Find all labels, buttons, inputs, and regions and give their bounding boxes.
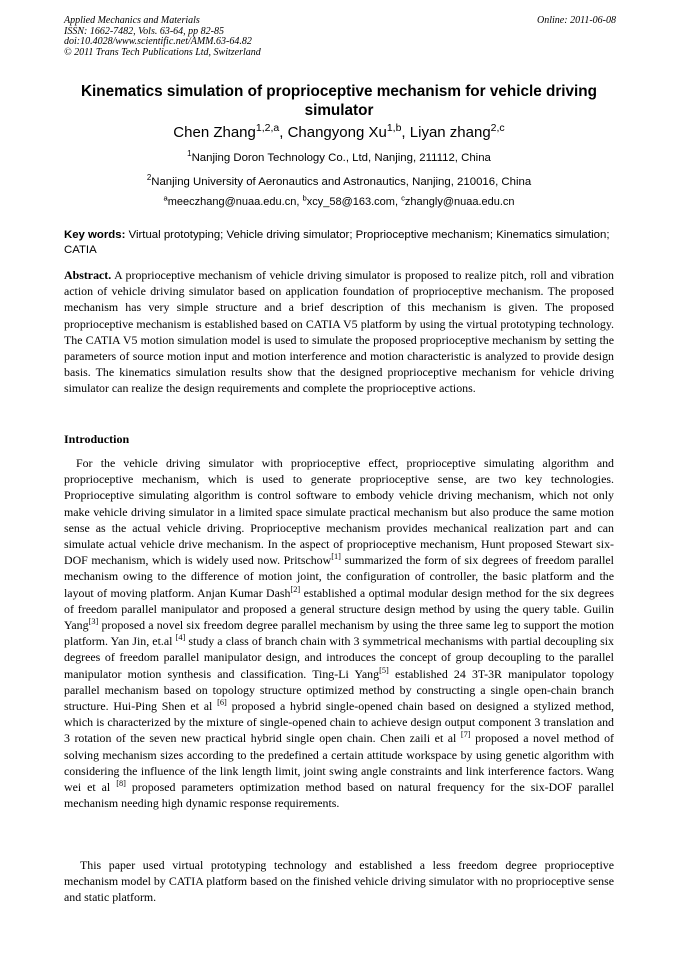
abstract-text: A proprioceptive mechanism of vehicle driving simulator is proposed to realize pitch, roll and vibration action of vehicle driving simulator based on application foundation of proprioceptive mechanism. The proposed mechanism has very simple structure and a brief description of this mechanism is given. The proposed proprioceptive mechanism is established based on CATIA V5 platform by using the virtual prototyping technology. The CATIA V5 motion simulation model is used to simulate the proposed proprioceptive mechanism by setting the parameters of source motion input and motion interference and motion characteristic is analyzed to provide design basis. The kinematics simulation results show that the designed proprioceptive mechanism for vehicle driving simulator can realize the design requirements and complete the proprioceptive actions. [64,268,614,396]
journal-doi: doi:10.4028/www.scientific.net/AMM.63-64.82 [64,36,252,47]
online-date: Online: 2011-06-08 [537,15,616,26]
keywords-text: Virtual prototyping; Vehicle driving simulator; Proprioceptive mechanism; Kinematics simulation; CATIA [64,229,610,256]
citation: [2] [290,584,301,594]
journal-copyright: © 2011 Trans Tech Publications Ltd, Switzerland [64,46,261,58]
affiliation-sup: 2 [146,173,152,183]
intro-paragraph-2: This paper used virtual prototyping technology and established a less freedom degree proprioceptive mechanism model by CATIA platform based on the finished vehicle driving simulator with no proprioceptive sense and static platform. [64,858,614,905]
text-run: proposed a hybrid single-opened chain based on designed a stylized method, which is characterized by the mixture of single-opened chain to achieve design output component 3 translation and 3 rotation of the seven new practical hybrid single open chain. Chen zaili et al [64,699,614,746]
citation: [3] [88,617,99,627]
affiliation-text: Nanjing Doron Technology Co., Ltd, Nanjing, 211112, China [191,152,491,164]
abstract-label: Abstract. [64,268,112,282]
email-text: xcy_58@163.com [306,196,395,208]
email-sup: a [163,193,168,203]
journal-issn: ISSN: 1662-7482, Vols. 63-64, pp 82-85 [64,25,224,37]
text-run: proposed parameters optimization method based on natural frequency for the six-DOF parallel mechanism needing high dynamic response requirements. [64,780,614,811]
text-run: For the vehicle driving simulator with proprioceptive effect, proprioceptive simulating algorithm and proprioceptive mechanism, which is used to generate proprioceptive sense, are two key technologies. Proprioceptive simulating algorithm is control software to embody vehicle driving mechanism, which not only make vehicle driving simulator in a limited space simulate practical mechanism but also produce the same motion sense as the actual vehicle driving. Proprioceptive mechanism provides mechanical realization part and can simulate actual vehicle drive mechanism. In the aspect of proprioceptive mechanism, Hunt proposed Stewart six-DOF mechanism, which is widely used now. Pritschow [64,456,614,568]
journal-info [64,16,616,58]
email-list: $^a$meeczhang@nuaa.edu.cn, $^b$xcy_58@163.com, $^c$zhangly@nuaa.edu.cn [163,193,515,208]
affiliation [40,175,638,189]
keywords-label: Key words: [64,229,126,241]
author-name: Liyan zhang [409,124,491,141]
affiliation-sup: 1 [187,149,192,159]
text-run: study a class of branch chain with 3 symmetrical mechanisms with partial decoupling six degrees of freedom parallel manipulator design, and introduces the concept of group decoupling to the parallel manipulator motion synthesis and classification. Ting-Li Yang [64,634,614,681]
keywords [64,228,614,257]
author-name: Changyong Xu [287,124,387,141]
citation: [5] [379,665,389,675]
abstract [64,267,614,397]
journal-name: Applied Mechanics and Materials [64,15,200,26]
email-text: meeczhang@nuaa.edu.cn [167,196,297,208]
section-heading: Introduction [64,432,130,446]
email-sup: b [302,193,307,203]
author-sup: 1,2,a [255,122,280,134]
author-sup: 2,c [490,122,505,134]
paper-title: Kinematics simulation of proprioceptive mechanism for vehicle driving simulator [81,83,597,119]
citation: [6] [217,698,227,708]
citation: [1] [331,552,341,562]
affiliation-text: Nanjing University of Aeronautics and Astronautics, Nanjing, 210016, China [151,176,532,188]
author-name: Chen Zhang [173,124,256,141]
affiliation [40,151,638,165]
journal-header [64,16,616,58]
author-list: Chen Zhang$^{1,2,a}$, Changyong Xu$^{1,b}$, Liyan zhang$^{2,c}$ [173,122,505,141]
citation: [4] [175,633,186,643]
email-sup: c [401,193,405,203]
text-run: proposed a novel method of solving mechanism sizes according to the predefined a certain attitude workspace by using genetic algorithm with considering the influence of the link length limit, joint swing angle constraints and link interference factors. Wang wei et al [64,731,614,795]
text-run: established 24 3T-3R manipulator topology parallel mechanism based on topology structure optimized method by constructing a single open-chain branch structure. Hui-Ping Shen et al [64,666,614,714]
text-run: summarized the form of six degrees of freedom parallel mechanism owing to the difference of motion joint, the configuration of controller, the basic platform and the layout of moving platform. Anjan Kumar Dash [64,553,614,600]
citation: [7] [460,730,471,740]
author-sup: 1,b [386,122,402,134]
text-run: established a optimal modular design method for the six degrees of freedom parallel manipulator and proposed a general structure design method by using the query table. Guilin Yang [64,585,614,633]
intro-paragraph-1 [64,455,614,811]
email-text: zhangly@nuaa.edu.cn [404,196,515,208]
citation: [8] [116,779,126,789]
text-run: proposed a novel six freedom degree parallel mechanism by using the three same leg to support the motion platform. Yan Jin, et.al [64,618,614,649]
